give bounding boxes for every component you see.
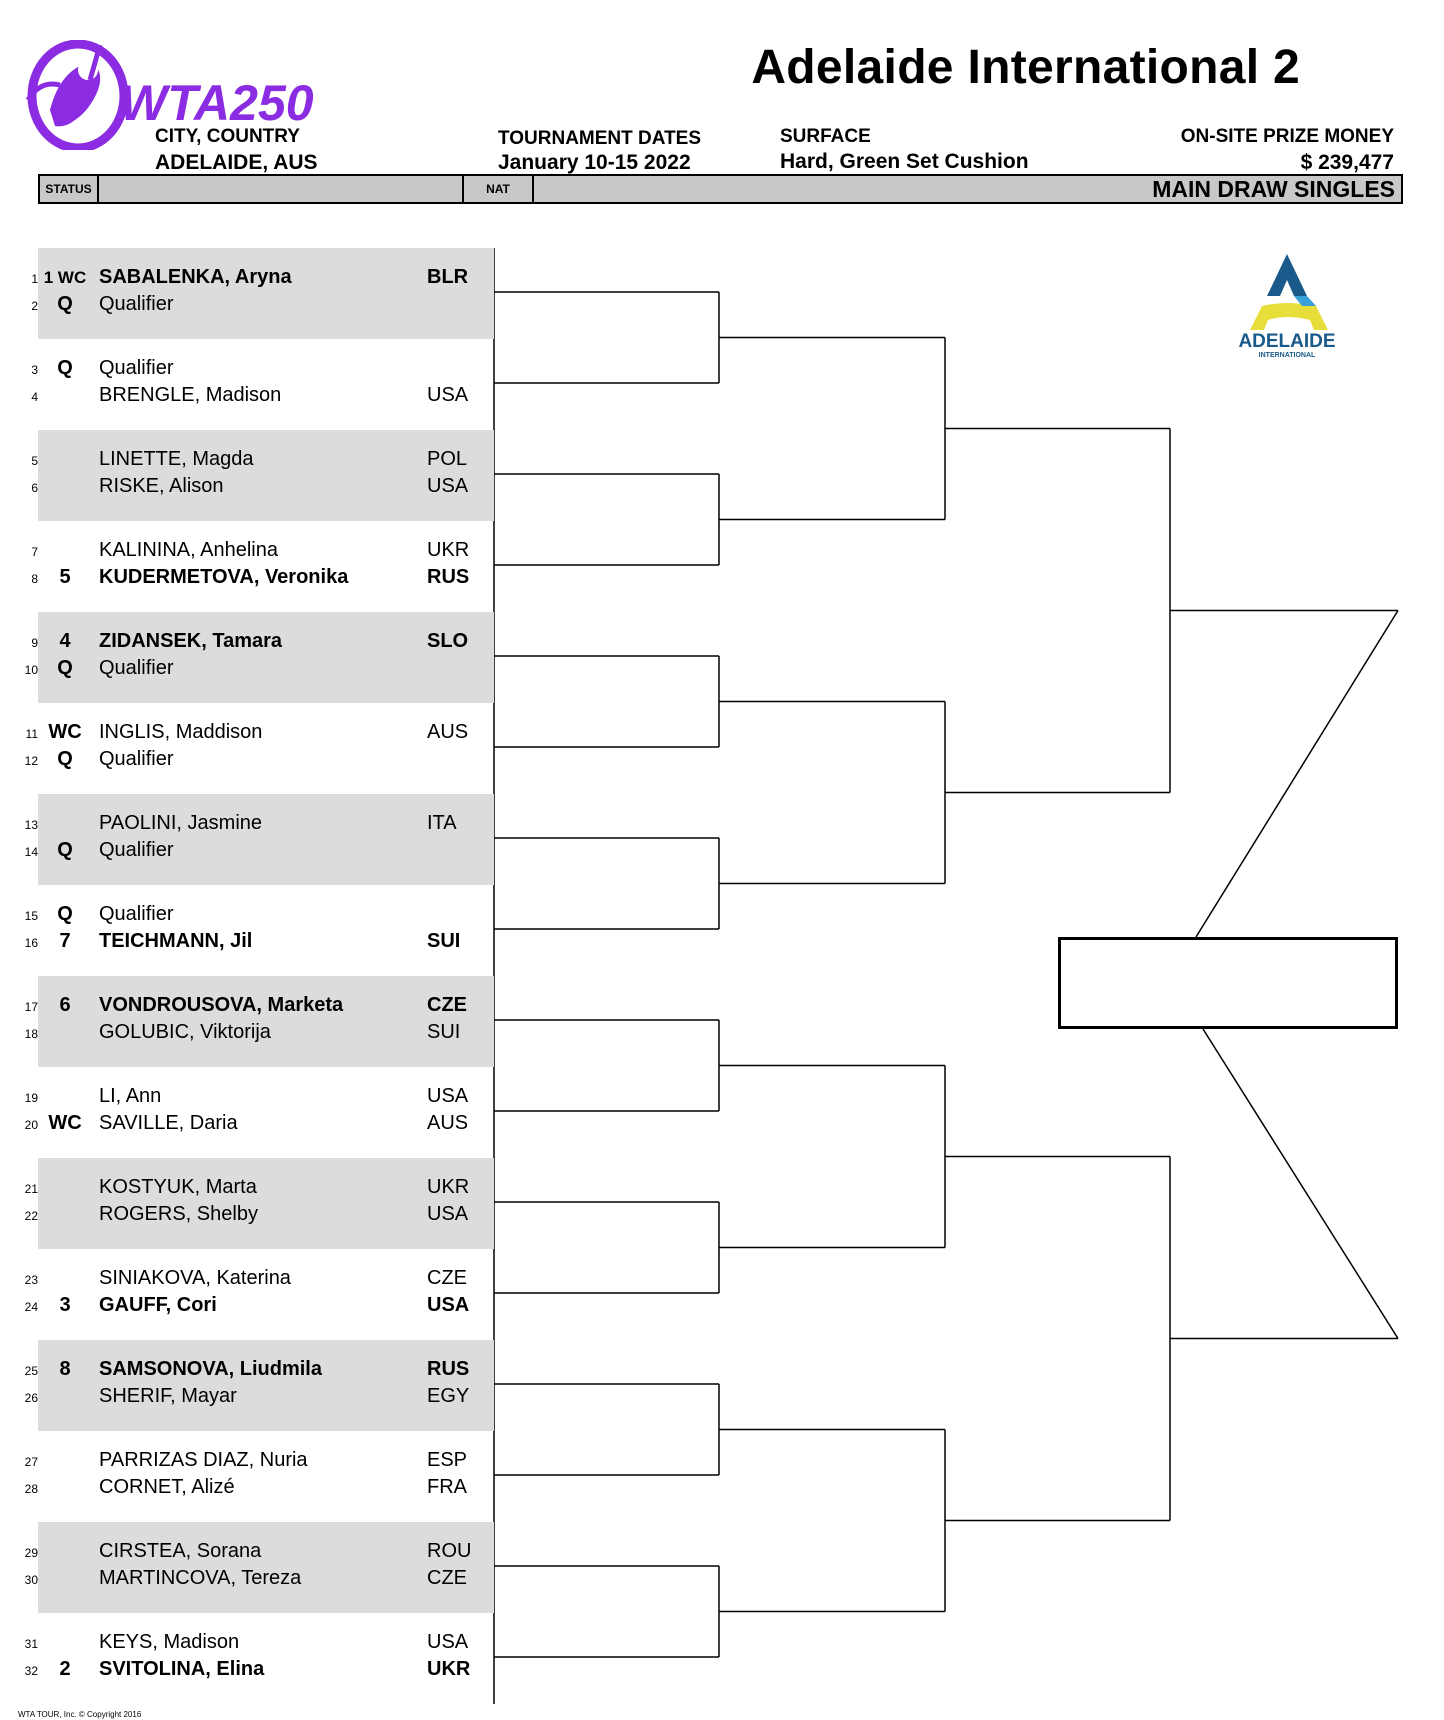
draw-position: 25 — [24, 1364, 38, 1378]
draw-position: 17 — [24, 1000, 38, 1014]
draw-position: 19 — [24, 1091, 38, 1105]
entry-status: Q — [57, 657, 73, 679]
tournament-title: Adelaide International 2 — [751, 41, 1300, 94]
player-nat: USA — [427, 1631, 469, 1653]
player-nat: SLO — [427, 630, 469, 652]
player-name: BRENGLE, Madison — [99, 384, 282, 406]
player-name: PARRIZAS DIAZ, Nuria — [99, 1449, 308, 1471]
player-nat: ROU — [427, 1540, 472, 1562]
draw-title: MAIN DRAW SINGLES — [1152, 176, 1395, 202]
entry-status: 8 — [59, 1358, 71, 1380]
player-nat: UKR — [427, 1658, 471, 1680]
draw-position: 1 — [31, 272, 38, 286]
draw-position: 4 — [31, 390, 38, 404]
player-nat: CZE — [427, 994, 467, 1016]
city-value: ADELAIDE, AUS — [155, 151, 318, 174]
player-name: Qualifier — [99, 748, 174, 770]
draw-position: 13 — [24, 818, 38, 832]
player-name: LI, Ann — [99, 1085, 162, 1107]
adelaide-a-icon — [1232, 250, 1342, 360]
player-name: GAUFF, Cori — [99, 1294, 217, 1316]
player-name: PAOLINI, Jasmine — [99, 812, 263, 834]
player-nat: SUI — [427, 930, 461, 952]
final-diagonal-line — [1203, 1029, 1398, 1339]
draw-position: 16 — [24, 936, 38, 950]
draw-position: 10 — [24, 663, 38, 677]
player-name: MARTINCOVA, Tereza — [99, 1567, 302, 1589]
entry-status: WC — [48, 1112, 82, 1134]
player-name: CIRSTEA, Sorana — [99, 1540, 262, 1562]
player-name: SVITOLINA, Elina — [99, 1658, 265, 1680]
player-nat: BLR — [427, 266, 469, 288]
player-name: KEYS, Madison — [99, 1631, 240, 1653]
entry-status: 7 — [59, 930, 71, 952]
player-nat: UKR — [427, 1176, 470, 1198]
surface-label: SURFACE — [780, 126, 871, 147]
player-nat: RUS — [427, 1358, 470, 1380]
player-name: SINIAKOVA, Katerina — [99, 1267, 291, 1289]
player-name: ROGERS, Shelby — [99, 1203, 258, 1225]
player-nat: CZE — [427, 1267, 467, 1289]
draw-position: 18 — [24, 1027, 38, 1041]
player-name: SABALENKA, Aryna — [99, 266, 292, 288]
player-nat: FRA — [427, 1476, 467, 1498]
draw-position: 21 — [24, 1182, 38, 1196]
draw-position: 2 — [31, 299, 38, 313]
player-nat: ESP — [427, 1449, 468, 1471]
copyright-footer: WTA TOUR, Inc. © Copyright 2016 — [18, 1710, 142, 1719]
player-name: CORNET, Alizé — [99, 1476, 235, 1498]
champion-box — [1058, 937, 1398, 1029]
player-name: SAMSONOVA, Liudmila — [99, 1358, 322, 1380]
draw-position: 22 — [24, 1209, 38, 1223]
dates-label: TOURNAMENT DATES — [498, 128, 702, 149]
player-name: TEICHMANN, Jil — [99, 930, 253, 952]
nat-column-header: NAT — [464, 176, 534, 202]
draw-position: 27 — [24, 1455, 38, 1469]
entry-status: Q — [57, 903, 73, 925]
player-nat: AUS — [427, 1112, 469, 1134]
player-name: Qualifier — [99, 657, 174, 679]
draw-position: 7 — [31, 545, 38, 559]
player-name: LINETTE, Magda — [99, 448, 254, 470]
player-nat: AUS — [427, 721, 469, 743]
final-diagonal-line — [1196, 611, 1398, 938]
player-nat: SUI — [427, 1021, 461, 1043]
entry-status: 2 — [59, 1658, 71, 1680]
entry-status: Q — [57, 293, 73, 315]
draw-position: 14 — [24, 845, 38, 859]
draw-position: 12 — [24, 754, 38, 768]
draw-position: 23 — [24, 1273, 38, 1287]
entry-status: Q — [57, 839, 73, 861]
player-name: Qualifier — [99, 839, 174, 861]
draw-position: 30 — [24, 1573, 38, 1587]
international-wordmark: INTERNATIONAL — [1258, 352, 1316, 359]
draw-position: 26 — [24, 1391, 38, 1405]
entry-status: 6 — [59, 994, 71, 1016]
wta-wordmark: WTA250 — [120, 75, 314, 131]
draw-position: 9 — [31, 636, 38, 650]
entry-status: Q — [57, 357, 73, 379]
player-name: INGLIS, Maddison — [99, 721, 263, 743]
player-nat: RUS — [427, 566, 470, 588]
adelaide-international-logo — [1232, 250, 1342, 365]
draw-position: 32 — [24, 1664, 38, 1678]
player-nat: EGY — [427, 1385, 470, 1407]
draw-position: 5 — [31, 454, 38, 468]
draw-position: 8 — [31, 572, 38, 586]
player-name: Qualifier — [99, 357, 174, 379]
player-nat: USA — [427, 384, 469, 406]
draw-position: 31 — [24, 1637, 38, 1651]
prize-label: ON-SITE PRIZE MONEY — [1180, 126, 1394, 147]
player-name: KALININA, Anhelina — [99, 539, 278, 561]
draw-position: 20 — [24, 1118, 38, 1132]
player-name: SAVILLE, Daria — [99, 1112, 238, 1134]
status-column-header: STATUS — [40, 176, 99, 202]
entry-status: WC — [48, 721, 82, 743]
adelaide-wordmark: ADELAIDE — [1238, 331, 1336, 352]
draw-position: 6 — [31, 481, 38, 495]
draw-position: 28 — [24, 1482, 38, 1496]
prize-value: $ 239,477 — [1300, 151, 1394, 174]
player-nat: ITA — [427, 812, 457, 834]
player-name: Qualifier — [99, 293, 174, 315]
entry-status: Q — [57, 748, 73, 770]
player-nat: POL — [427, 448, 468, 470]
player-name: GOLUBIC, Viktorija — [99, 1021, 271, 1043]
player-name: Qualifier — [99, 903, 174, 925]
entry-status: 5 — [59, 566, 71, 588]
player-name: RISKE, Alison — [99, 475, 224, 497]
player-nat: USA — [427, 475, 469, 497]
draw-position: 29 — [24, 1546, 38, 1560]
player-name: KUDERMETOVA, Veronika — [99, 566, 349, 588]
player-name: ZIDANSEK, Tamara — [99, 630, 283, 652]
draw-position: 3 — [31, 363, 38, 377]
player-nat: USA — [427, 1294, 470, 1316]
draw-position: 11 — [25, 727, 38, 741]
player-name: VONDROUSOVA, Marketa — [99, 994, 344, 1016]
player-nat: UKR — [427, 539, 470, 561]
player-nat: USA — [427, 1085, 469, 1107]
draw-position: 15 — [24, 909, 38, 923]
player-name: SHERIF, Mayar — [99, 1385, 237, 1407]
draw-position: 24 — [24, 1300, 38, 1314]
player-nat: CZE — [427, 1567, 467, 1589]
dates-value: January 10-15 2022 — [498, 151, 691, 174]
entry-status: 4 — [59, 630, 71, 652]
player-name: KOSTYUK, Marta — [99, 1176, 257, 1198]
city-label: CITY, COUNTRY — [155, 126, 300, 147]
entry-status: 3 — [59, 1294, 71, 1316]
entry-status: 1 WC — [43, 268, 87, 287]
surface-value: Hard, Green Set Cushion — [780, 150, 1029, 173]
player-nat: USA — [427, 1203, 469, 1225]
